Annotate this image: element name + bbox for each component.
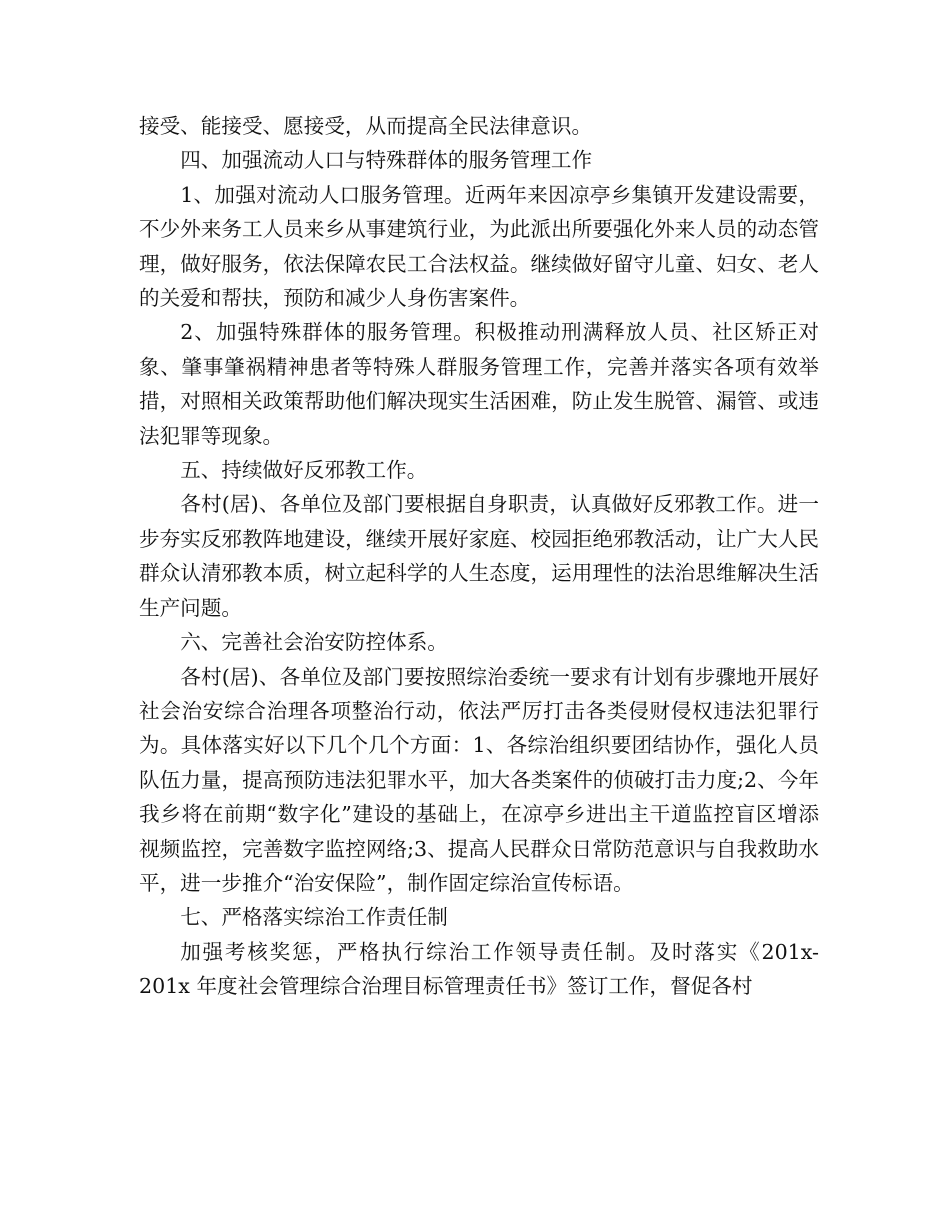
section-heading-4: 四、加强流动人口与特殊群体的服务管理工作 [180, 148, 593, 173]
paragraph-anti-cult: 各村(居)、各单位及部门要根据自身职责，认真做好反邪教工作。进一步夯实反邪教阵地建设，继续开展好家庭、校园拒绝邪教活动，让广大人民群众认清邪教本质，树立起科学的人生态度，运用理性的法治思维解决生活生产问题。 [139, 492, 819, 620]
section-heading-5: 五、持续做好反邪教工作。 [180, 458, 428, 483]
section-heading-6: 六、完善社会治安防控体系。 [180, 630, 448, 655]
paragraph-responsibility: 加强考核奖惩，严格执行综治工作领导责任制。及时落实《201x-201x 年度社会管理综合治理目标管理责任书》签订工作，督促各村 [139, 939, 819, 999]
section-heading-7: 七、严格落实综治工作责任制 [180, 905, 448, 930]
document-body [139, 109, 819, 1004]
paragraph-migrant-management: 1、加强对流动人口服务管理。近两年来因凉亭乡集镇开发建设需要，不少外来务工人员来乡从事建筑行业，为此派出所要强化外来人员的动态管理，做好服务，依法保障农民工合法权益。继续做好留守儿童、妇女、老人的关爱和帮扶，预防和减少人身伤害案件。 [139, 182, 819, 311]
paragraph-security-system: 各村(居)、各单位及部门要按照综治委统一要求有计划有步骤地开展好社会治安综合治理各项整治行动，依法严厉打击各类侵财侵权违法犯罪行为。具体落实好以下几个几个方面：1、各综治组织要团结协作，强化人员队伍力量，提高预防违法犯罪水平，加大各类案件的侦破打击力度;2、今年我乡将在前期“数字化”建设的基础上，在凉亭乡进出主干道监控盲区增添视频监控，完善数字监控网络;3、提高人民群众日常防范意识与自我救助水平，进一步推介“治安保险”，制作固定综治宣传标语。 [139, 664, 819, 895]
paragraph-continuation: 接受、能接受、愿接受，从而提高全民法律意识。 [139, 114, 593, 138]
paragraph-special-groups: 2、加强特殊群体的服务管理。积极推动刑满释放人员、社区矫正对象、肇事肇祸精神患者等特殊人群服务管理工作，完善并落实各项有效举措，对照相关政策帮助他们解决现实生活困难，防止发生脱管、漏管、或违法犯罪等现象。 [139, 320, 819, 448]
